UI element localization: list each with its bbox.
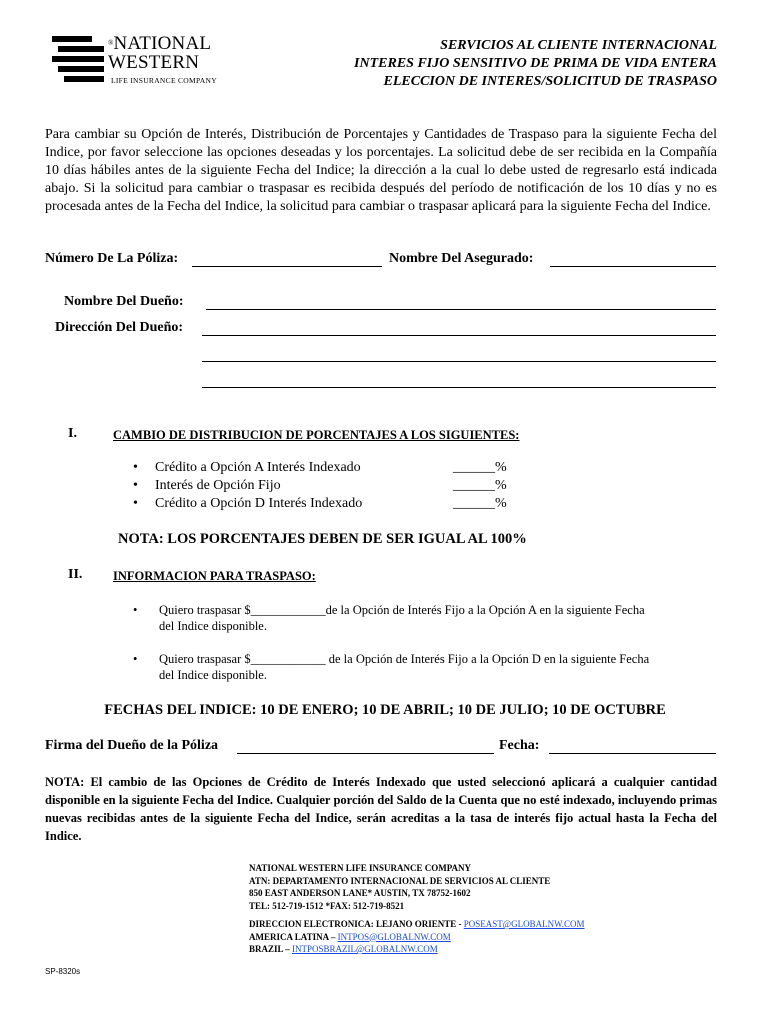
section1-item-a-pct[interactable]: ______% bbox=[453, 460, 507, 475]
owner-address-label: Dirección Del Dueño: bbox=[55, 320, 184, 335]
section1-number: I. bbox=[68, 426, 77, 441]
section1-item-d: • Crédito a Opción D Interés Indexado bbox=[133, 496, 363, 511]
transfer-item-a-line2: del Indice disponible. bbox=[159, 619, 267, 633]
transfer-item-a: • Quiero traspasar $____________de la Opción de Interés Fijo a la Opción A en la siguiente Fecha del Indice disponible. bbox=[133, 602, 723, 634]
section1-item-fixed-pct[interactable]: ______% bbox=[453, 478, 507, 493]
logo-subtitle: LIFE INSURANCE COMPANY bbox=[111, 76, 217, 85]
policy-number-field[interactable] bbox=[192, 266, 382, 267]
transfer-item-a-line1[interactable]: Quiero traspasar $____________de la Opción de Interés Fijo a la Opción A en la siguiente Fecha bbox=[159, 603, 645, 617]
email-latam-label: AMERICA LATINA – bbox=[249, 931, 336, 942]
insured-name-label: Nombre Del Asegurado: bbox=[389, 251, 534, 266]
section1-item-a: • Crédito a Opción A Interés Indexado bbox=[133, 460, 361, 475]
transfer-item-d-line2: del Indice disponible. bbox=[159, 668, 267, 682]
owner-address-field-2[interactable] bbox=[202, 361, 716, 362]
section1-item-d-pct[interactable]: ______% bbox=[453, 496, 507, 511]
owner-address-field-3[interactable] bbox=[202, 387, 716, 388]
bottom-note: NOTA: El cambio de las Opciones de Crédito de Interés Indexado que usted seleccionó aplicará a cualquier cantidad disponible en la siguiente Fecha del Indice. Cualquier porción del Saldo de la Cuenta que no esté indexado, incluyendo primas nuevas recibidas antes de la siguiente Fecha del Indice, serán acreditas a la tasa de interés fijo actual hasta la Fecha del Indice. bbox=[45, 775, 717, 843]
header-line3: ELECCION DE INTERES/SOLICITUD DE TRASPASO bbox=[383, 74, 717, 89]
address-street: 850 EAST ANDERSON LANE* AUSTIN, TX 78752-1602 bbox=[249, 888, 471, 898]
owner-signature-label: Firma del Dueño de la Póliza bbox=[45, 738, 219, 753]
insured-name-field[interactable] bbox=[550, 266, 716, 267]
date-label: Fecha: bbox=[499, 738, 540, 753]
transfer-item-d: • Quiero traspasar $____________ de la Opción de Interés Fijo a la Opción D en la siguiente Fecha del Indice disponible. bbox=[133, 651, 723, 683]
header-line2: INTERES FIJO SENSITIVO DE PRIMA DE VIDA ENTERA bbox=[354, 56, 717, 71]
intro-paragraph: Para cambiar su Opción de Interés, Distribución de Porcentajes y Cantidades de Traspaso para la siguiente Fecha del Indice, por favor seleccione las opciones deseadas y los porcentajes. La solicitud debe de ser recibida en la Compañía 10 días hábiles antes de la siguiente Fecha del Indice; la dirección a la cual lo debe usted de regresarlo está indicada abajo. Si la solicitud para cambiar o traspasar es recibida después del período de notificación de los 10 días y no es procesada antes de la Fecha del Indice, la solicitud para cambiar o traspasar aplicará para la siguiente Fecha del Indice. bbox=[45, 127, 717, 214]
section1-item-fixed-label: Interés de Opción Fijo bbox=[155, 478, 281, 493]
index-dates: FECHAS DEL INDICE: 10 DE ENERO; 10 DE ABRIL; 10 DE JULIO; 10 DE OCTUBRE bbox=[104, 702, 666, 718]
logo-line2: WESTERN bbox=[108, 52, 200, 73]
percentage-note: NOTA: LOS PORCENTAJES DEBEN DE SER IGUAL AL 100% bbox=[118, 531, 527, 547]
owner-address-field-1[interactable] bbox=[202, 335, 716, 336]
email-brazil-label: BRAZIL – bbox=[249, 944, 290, 954]
email-brazil-link[interactable]: INTPOSBRAZIL@GLOBALNW.COM bbox=[292, 944, 438, 954]
address-block bbox=[249, 862, 585, 956]
owner-name-field[interactable] bbox=[206, 309, 716, 310]
section1-item-fixed: • Interés de Opción Fijo bbox=[133, 478, 281, 493]
section1-item-d-label: Crédito a Opción D Interés Indexado bbox=[155, 496, 363, 511]
section2-title: INFORMACION PARA TRASPASO: bbox=[113, 569, 316, 583]
address-phone: TEL: 512-719-1512 *FAX: 512-719-8521 bbox=[249, 900, 405, 911]
email-latam-link[interactable]: INTPOS@GLOBALNW.COM bbox=[337, 931, 451, 942]
email-far-east-link[interactable]: POSEAST@GLOBALNW.COM bbox=[463, 919, 585, 929]
section1-item-a-label: Crédito a Opción A Interés Indexado bbox=[155, 460, 361, 475]
policy-number-label: Número De La Póliza: bbox=[45, 251, 179, 266]
section2-number: II. bbox=[68, 567, 83, 582]
transfer-item-d-line1[interactable]: Quiero traspasar $____________ de la Opción de Interés Fijo a la Opción D en la siguiente Fecha bbox=[159, 652, 650, 666]
logo-line1: NATIONAL bbox=[113, 33, 212, 54]
email-far-east-label: DIRECCION ELECTRONICA: LEJANO ORIENTE - bbox=[249, 919, 462, 929]
company-logo-icon bbox=[52, 34, 106, 84]
date-field[interactable] bbox=[549, 753, 716, 754]
section1-title: CAMBIO DE DISTRIBUCION DE PORCENTAJES A LOS SIGUIENTES: bbox=[113, 428, 520, 442]
form-code: SP-8320s bbox=[45, 967, 81, 976]
address-attn: ATN: DEPARTAMENTO INTERNACIONAL DE SERVICIOS AL CLIENTE bbox=[249, 875, 551, 886]
address-company: NATIONAL WESTERN LIFE INSURANCE COMPANY bbox=[249, 863, 472, 873]
header-line1: SERVICIOS AL CLIENTE INTERNACIONAL bbox=[440, 38, 717, 53]
registered-mark: ® bbox=[108, 39, 114, 47]
company-logo-text bbox=[108, 34, 211, 72]
owner-signature-field[interactable] bbox=[237, 753, 494, 754]
owner-name-label: Nombre Del Dueño: bbox=[64, 294, 184, 309]
